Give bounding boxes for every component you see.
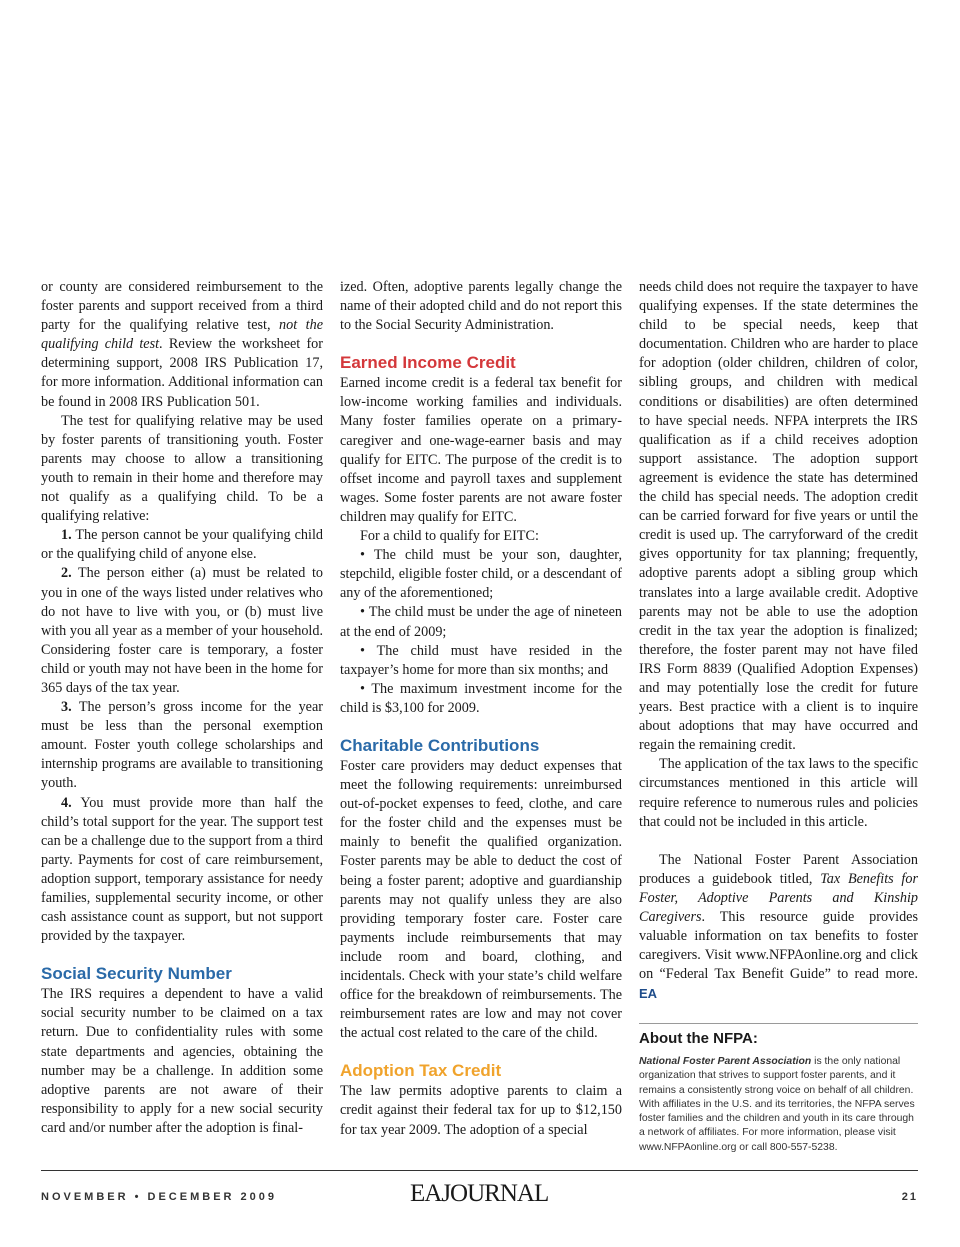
bullet-item: • The child must have resided in the taxpayer’s home for more than six months; and [340,642,622,678]
paragraph: needs child does not require the taxpayer to have qualifying expenses. If the state determines the child to be special needs, keep that documentation. Children who are harder to place for adoption (older children, children of color, sibling groups, and children with medical conditions or disabilities) are often determined to have special needs. NFPA interprets the IRS qualification as if a child receives adoption support assistance. The adoption support agreement is evidence the state has determined the child has special needs. The adoption credit can be carried forward for five years or until the credit is used up. The carryforward of the credit gives opportunity for tax planning; frequently, adoptive parents adopt a sibling group which translates into a large available credit. Adoptive parents may not be able to use the adoption credit in the tax year the adoption is finalized; therefore, the foster parent may not have filed IRS Form 8839 (Qualified Adoption Expenses) and may potentially lose the credit for future years. Best practice with a client is to inquire about adoptions that may have occurred and regain the remaining credit. [639,279,918,754]
paragraph: The test for qualifying relative may be used by foster parents of transitioning youth. Foster parents may choose to allow a transitioning youth to remain in their home and therefore may not qualify as a qualifying child. To be a qualifying relative: [41,412,323,525]
spacer [639,832,918,851]
section-heading: Adoption Tax Credit [340,1061,502,1081]
list-item: 4. You must provide more than half the child’s total support for the year. The support test can be a challenge due to the support from a third party. Payments for cost of care reimbursement, adoption support, temporary assistance for needy families, supplemental security income, or other cash assistance count as support, but not support provided by the taxpayer. [41,794,323,945]
paragraph: The National Foster Parent Association produces a guidebook titled, Tax Benefits for Foster, Adoptive Parents and Kinship Caregivers. This resource guide provides valuable information on tax benefits to foster caregivers. Visit www.NFPAonline.org and click on “Federal Tax Benefit Guide” to read more. EA [639,851,918,1002]
section-heading: Social Security Number [41,964,232,984]
ea-end-mark: EA [639,986,658,1002]
bullet-item: • The child must be your son, daughter, stepchild, eligible foster child, or a descendant of any of the aforementioned; [340,547,622,602]
page-number: 21 [901,1191,918,1203]
paragraph: Foster care providers may deduct expenses that meet the following requirements: unreimbursed out-of-pocket expenses to feed, clothe, and care for the foster child and the expenses must be mainly to benefit the qualified organization. Foster parents may be able to deduct the cost of being a foster parent; adoptive and guardianship parents may not qualify unless they are also providing temporary foster care. Foster care payments include reimbursements that may include room and board, clothing, and incidentals. Check with your state’s child welfare office for the breakdown of reimbursements. The reimbursement rates are low and may not cover the actual cost related to the care of the child. [340,757,622,1042]
bullet-item: • The maximum investment income for the child is $3,100 for 2009. [340,680,622,716]
paragraph: For a child to qualify for EITC: [360,528,539,545]
about-title: About the NFPA: [639,1030,758,1047]
paragraph: Earned income credit is a federal tax benefit for low-income working families and individuals. Many foster families operate on a primary-caregiver and one-wage-earner basis and may qualify for EITC. The purpose of the credit is to offset income and payroll taxes and supplement wages. Some foster parents are not aware foster children may qualify for EITC. [340,375,622,525]
paragraph: The application of the tax laws to the specific circumstances mentioned in this article will require reference to numerous rules and policies that could not be included in this article. [639,756,918,830]
list-item: 3. The person’s gross income for the year must be less than the personal exemption amount. Foster youth college scholarships and internship programs are available to transitioning youth. [41,699,323,792]
article-column-3 [639,278,918,1004]
issue-date: NOVEMBER • DECEMBER 2009 [41,1191,278,1203]
list-item: 1. The person cannot be your qualifying child or the qualifying child of anyone else. [41,527,323,563]
ea-journal-logo: EAJOURNAL [410,1180,549,1207]
footer-divider [41,1170,918,1171]
paragraph: ized. Often, adoptive parents legally change the name of their adopted child and do not report this to the Social Security Administration. [340,279,622,334]
about-text: National Foster Parent Association is the only national organization that strives to support foster parents, and it remains a consistently strong voice on behalf of all children. With affiliates in the U.S. and its territories, the NFPA serves foster families and the children and youth in its care through a network of affiliates. For more information, please visit www.NFPAonline.org or call 800-557-5238. [639,1056,915,1153]
paragraph: or county are considered reimbursement to the foster parents and support received from a third party for the qualifying relative test, not the qualifying child test. Review the worksheet for determining support, 2008 IRS Publication 17, for more information. Additional information can be found in 2008 IRS Publication 501. [41,279,323,410]
list-item: 2. The person either (a) must be related to you in one of the ways listed under relatives who do not have to live with you, or (b) must live with you all year as a member of your household. Considering foster care is temporary, a foster child or youth may not have been in the home for 365 days of the tax year. [41,565,323,696]
about-nfpa-box [639,1023,918,1155]
paragraph: The IRS requires a dependent to have a valid social security number to be claimed on a tax return. Due to confidentiality rules with some state departments and agencies, obtaining the number may be a challenge. In addition some adoptive parents are not aware of their responsibility to apply for a new social security card and/or number after the adoption is final- [41,986,323,1136]
paragraph: The law permits adoptive parents to claim a credit against their federal tax for up to $12,150 for tax year 2009. The adoption of a special [340,1083,622,1138]
section-heading: Charitable Contributions [340,735,540,755]
bullet-item: • The child must be under the age of nineteen at the end of 2009; [340,604,622,640]
article-column-1 [41,278,323,1138]
section-heading: Earned Income Credit [340,353,516,373]
article-column-2 [340,278,622,1140]
